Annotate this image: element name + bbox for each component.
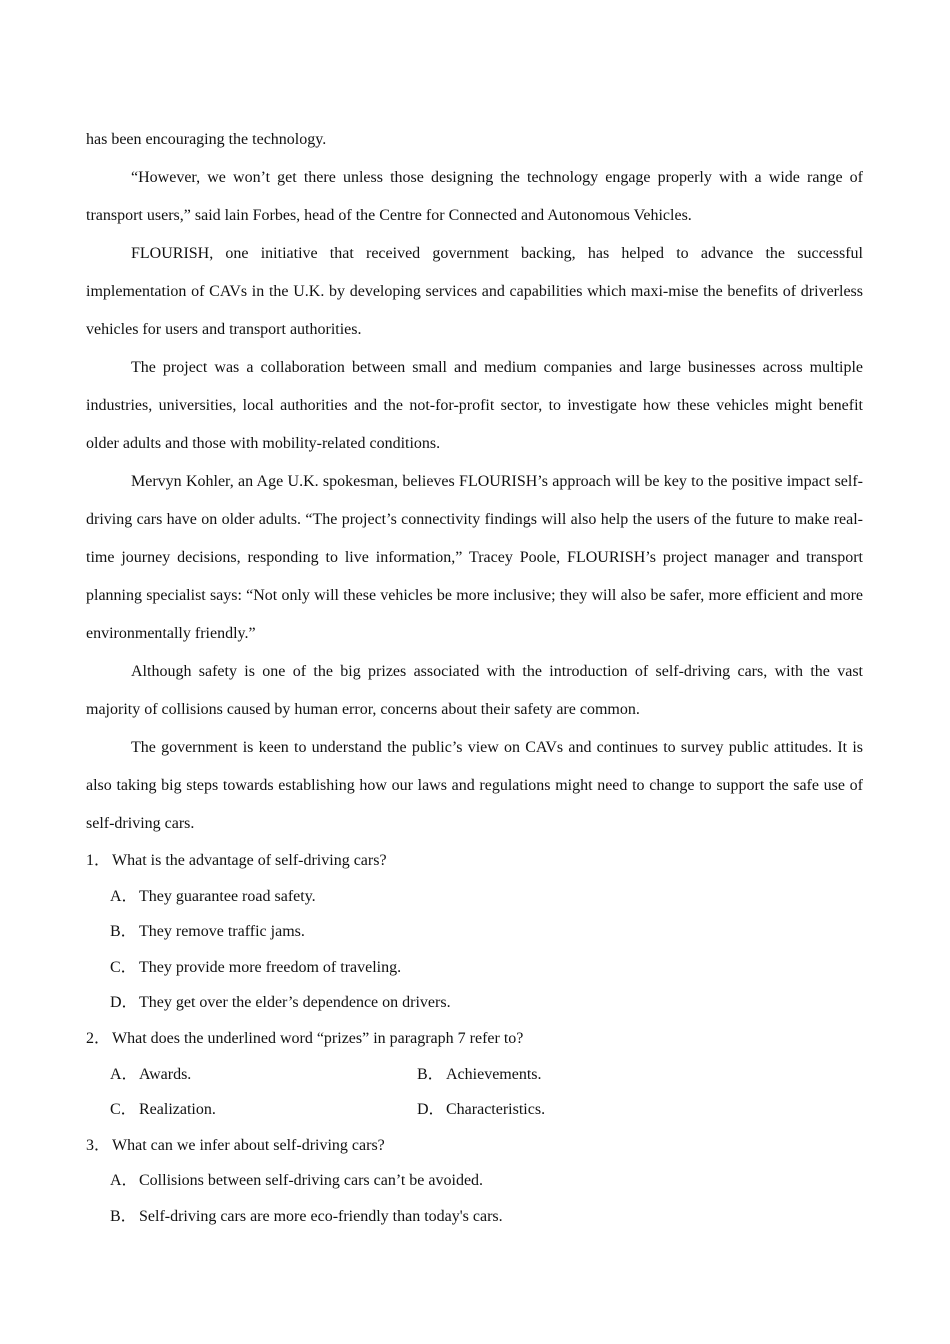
option-text: Self-driving cars are more eco-friendly than today's cars. <box>139 1207 503 1225</box>
option <box>417 1057 724 1093</box>
question-text: What is the advantage of self-driving cars? <box>112 852 387 869</box>
option <box>110 879 863 915</box>
option-text: Achievements. <box>446 1065 542 1083</box>
paragraph: “However, we won’t get there unless those designing the technology engage properly with a wide range of transport users,” said lain Forbes, head of the Centre for Connected and Autonomous Vehicles. <box>86 169 863 224</box>
option-text: Realization. <box>139 1101 216 1119</box>
paragraph: The government is keen to understand the public’s view on CAVs and continues to survey public attitudes. It is also taking big steps towards establishing how our laws and regulations might need to change to support the safe use of self-driving cars. <box>86 739 863 832</box>
question-stem <box>86 1128 863 1164</box>
question-stem <box>86 1021 863 1057</box>
option-text: They remove traffic jams. <box>139 923 305 941</box>
option-label: C． <box>110 958 137 976</box>
option-label: D． <box>110 994 138 1012</box>
paragraph: FLOURISH, one initiative that received government backing, has helped to advance the successful implementation of CAVs in the U.K. by developing services and capabilities which maxi-mise the benefits of driverless vehicles for users and transport authorities. <box>86 245 863 338</box>
passage <box>86 121 863 843</box>
question-3 <box>86 1128 863 1235</box>
option-text: Characteristics. <box>446 1101 546 1119</box>
question-text: What can we infer about self-driving cars? <box>112 1136 385 1154</box>
option-label: A． <box>110 887 138 905</box>
option <box>110 985 863 1021</box>
option <box>110 1199 863 1235</box>
question-1 <box>86 843 863 1021</box>
option-label: A． <box>110 1172 138 1190</box>
questions <box>86 843 863 1235</box>
paragraph: Mervyn Kohler, an Age U.K. spokesman, believes FLOURISH’s approach will be key to the positive impact self-driving cars have on older adults. “The project’s connectivity findings will also help the users of the future to make real-time journey decisions, responding to live information,” Tracey Poole, FLOURISH’s project manager and transport planning specialist says: “Not only will these vehicles be more inclusive; they will also be safer, more efficient and more environmentally friendly.” <box>86 473 863 642</box>
option-row <box>110 1092 863 1128</box>
option-text: Collisions between self-driving cars can’t be avoided. <box>139 1172 484 1190</box>
option <box>110 950 863 986</box>
question-number: 3． <box>86 1136 111 1154</box>
option-label: D． <box>417 1101 445 1119</box>
option-label: B． <box>110 923 137 941</box>
option <box>110 914 863 950</box>
option <box>417 1092 724 1128</box>
paragraph: has been encouraging the technology. <box>86 131 327 148</box>
option <box>110 1092 417 1128</box>
option-text: They guarantee road safety. <box>139 887 316 905</box>
option-label: A． <box>110 1065 138 1083</box>
question-number: 2． <box>86 1029 111 1047</box>
question-2 <box>86 1021 863 1128</box>
paragraph: Although safety is one of the big prizes associated with the introduction of self-driving cars, with the vast majority of collisions caused by human error, concerns about their safety are common. <box>86 663 863 718</box>
question-number: 1． <box>86 852 111 869</box>
option-text: They get over the elder’s dependence on drivers. <box>139 994 451 1012</box>
option-row <box>110 1057 863 1093</box>
option <box>110 1163 863 1199</box>
option <box>110 1057 417 1093</box>
option-label: B． <box>417 1065 444 1083</box>
option-label: C． <box>110 1101 137 1119</box>
paragraph: The project was a collaboration between small and medium companies and large businesses across multiple industries, universities, local authorities and the not-for-profit sector, to investigate how these vehicles might benefit older adults and those with mobility-related conditions. <box>86 359 863 452</box>
document-page <box>86 121 863 1235</box>
question-text: What does the underlined word “prizes” in paragraph 7 refer to? <box>112 1029 524 1047</box>
option-label: B． <box>110 1207 137 1225</box>
option-text: Awards. <box>139 1065 192 1083</box>
question-stem <box>86 843 863 879</box>
option-text: They provide more freedom of traveling. <box>139 958 402 976</box>
